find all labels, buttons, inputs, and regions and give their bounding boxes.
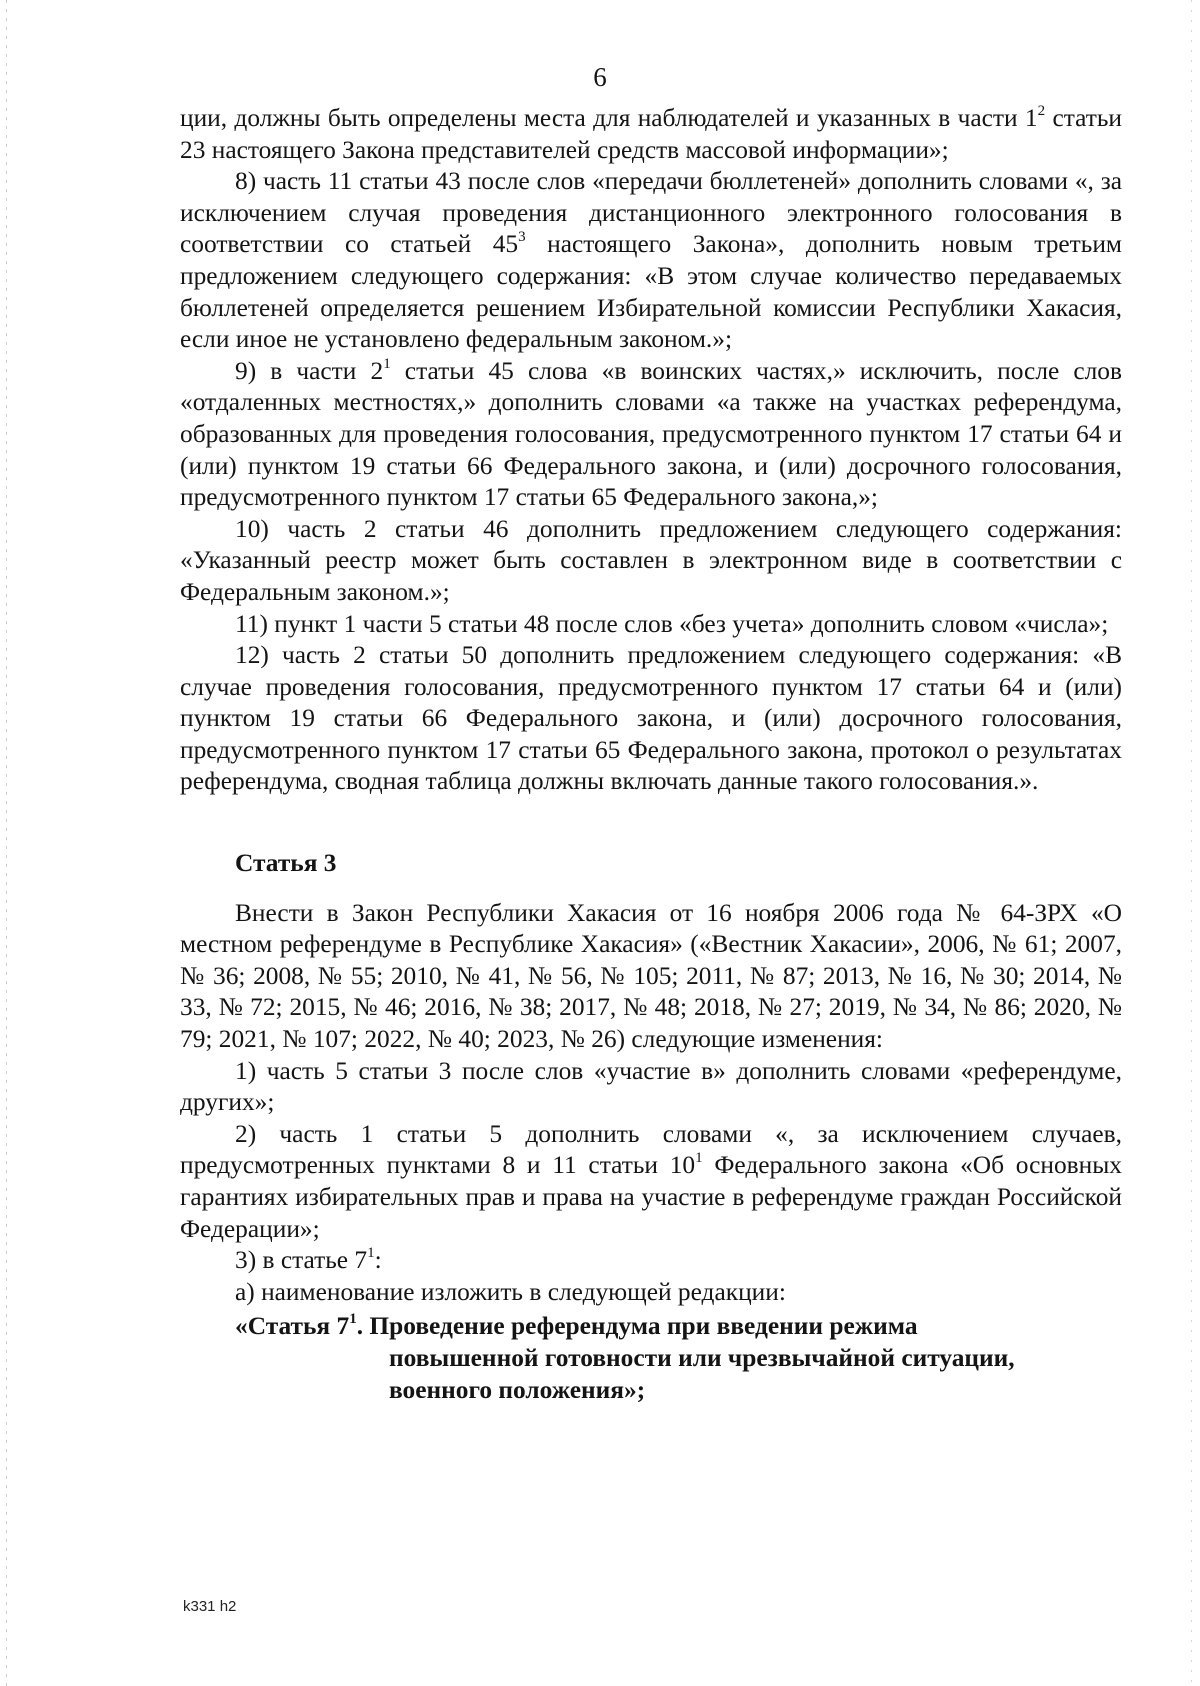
title-text: Проведение референдума при введении режима — [369, 1312, 918, 1341]
text-run: 2) часть 1 статьи 5 дополнить словами «, за исключением случаев, предусмотренных пунктами 8 и 11 статьи 10 — [180, 1119, 1122, 1180]
article-3-item-3a: а) наименование изложить в следующей редакции: — [235, 1277, 786, 1306]
article-3-item-2 — [180, 1119, 1122, 1245]
new-article-title-line-2: повышенной готовности или чрезвычайной ситуации, — [389, 1344, 1015, 1373]
text-run: 3) в статье 7 — [235, 1246, 368, 1275]
article-3-heading: Статья 3 — [235, 849, 337, 878]
item-11: 11) пункт 1 части 5 статьи 48 после слов «без учета» дополнить словом «числа»; — [235, 609, 1109, 638]
page-number: 6 — [593, 62, 607, 92]
new-article-title — [235, 1310, 1122, 1406]
superscript: 1 — [367, 1245, 375, 1262]
text-run: настоящего Закона», дополнить новым третьим предложением следующего содержания: «В этом случае количество передаваемых бюллетеней определяется решением Избирательной комиссии Республики Хакасия, если иное не установлено федеральным законом.»; — [180, 230, 1123, 354]
paragraph-continuation — [180, 103, 1122, 166]
superscript: 2 — [1037, 103, 1046, 119]
text-run: Федерального закона «Об основных гарантиях избирательных прав и права на участие в референдуме граждан Российской Федерации»; — [180, 1151, 1122, 1243]
superscript: 1 — [383, 355, 391, 372]
article-label-dot: . — [356, 1312, 370, 1341]
text-run: ции, должны быть определены места для наблюдателей и указанных в части 1 — [180, 104, 1038, 132]
article-3-item-3 — [180, 1245, 1122, 1277]
item-12: 12) часть 2 статьи 50 дополнить предложением следующего содержания: «В случае проведения голосования, предусмотренного пунктом 17 статьи 64 и (или) пунктом 19 статьи 66 Федерального закона, и (или) досрочного голосования, предусмотренного пунктом 17 статьи 65 Федерального закона, протокол о результатах референдума, сводная таблица должны включать данные такого голосования.». — [180, 641, 1122, 796]
article-3-intro: Внести в Закон Республики Хакасия от 16 ноября 2006 года № 64-ЗРХ «О местном референдуме в Республике Хакасия» («Вестник Хакасии», 2006, № 61; 2007, № 36; 2008, № 55; 2010, № 41, № 56, № 105; 2011, № 87; 2013, № 16, № 30; 2014, № 33, № 72; 2015, № 46; 2016, № 38; 2017, № 48; 2018, № 27; 2019, № 34, № 86; 2020, № 79; 2021, № 107; 2022, № 40; 2023, № 26) следующие изменения: — [180, 898, 1122, 1054]
text-run: 9) в части 2 — [235, 356, 384, 385]
item-10: 10) часть 2 статьи 46 дополнить предложением следующего содержания: «Указанный реестр может быть составлен в электронном виде в соответствии с Федеральным законом.»; — [180, 514, 1122, 606]
article-3-item-1: 1) часть 5 статьи 3 после слов «участие в» дополнить словами «референдуме, других»; — [180, 1056, 1122, 1117]
text-run: статьи 45 слова «в воинских частях,» исключить, после слов «отдаленных местностях,» дополнить словами «а также на участках референдума, образованных для проведения голосования, предусмотренного пунктом 17 статьи 64 и (или) пунктом 19 статьи 66 Федерального закона, и (или) досрочного голосования, предусмотренного пунктом 17 статьи 65 Федерального закона,»; — [180, 356, 1122, 512]
document-code: k331 h2 — [183, 1598, 237, 1615]
new-article-title-line-1 — [235, 1310, 1122, 1342]
document-body — [180, 103, 1122, 1406]
superscript: 1 — [349, 1311, 357, 1328]
item-8 — [180, 166, 1122, 356]
superscript: 1 — [695, 1150, 703, 1167]
scan-edge-right — [1191, 0, 1192, 1686]
article-label: «Статья 7 — [235, 1312, 350, 1341]
scan-edge-left — [6, 0, 7, 1686]
item-9 — [180, 356, 1122, 514]
text-run: 8) часть 11 статьи 43 после слов «передачи бюллетеней» дополнить словами «, за исключением случая проведения дистанционного электронного голосования в соответствии со статьей 45 — [180, 167, 1122, 259]
new-article-title-line-3: военного положения»; — [389, 1376, 646, 1405]
superscript: 3 — [518, 229, 526, 246]
text-run: статьи 23 настоящего Закона представителей средств массовой информации»; — [180, 104, 1122, 164]
text-run: : — [374, 1246, 382, 1275]
